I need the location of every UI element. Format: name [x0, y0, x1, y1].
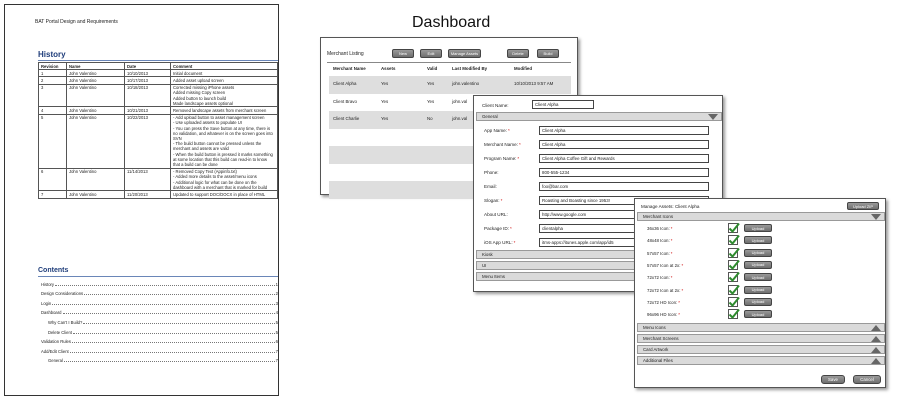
history-row — [39, 77, 278, 84]
toc-label: General — [48, 358, 63, 364]
toc-page: 6 — [275, 339, 278, 345]
toc-page: 1 — [275, 281, 278, 287]
expand-icon[interactable] — [871, 358, 881, 364]
toc-entry[interactable] — [41, 315, 278, 325]
collapse-icon[interactable] — [708, 114, 718, 120]
merchant-assets: Yes — [381, 98, 389, 104]
history-date: 11/20/2013 — [125, 191, 171, 198]
check-icon — [728, 309, 738, 319]
toc-entry[interactable] — [41, 306, 278, 316]
history-revision: 7 — [39, 191, 67, 198]
icon-label-text: 72x72 HD Icon: — [647, 299, 678, 305]
icon-label — [647, 226, 672, 231]
toc-label: Validation Rules — [41, 339, 71, 345]
section-label: Menu Items — [482, 274, 505, 279]
field-label-text: Package ID: — [484, 226, 510, 231]
toc-leader — [55, 285, 275, 286]
history-header-row — [39, 63, 278, 70]
history-comment: Removed landscape assets from merchant screen — [171, 107, 278, 114]
upload-button[interactable]: Upload — [744, 298, 772, 306]
icon-label — [647, 251, 672, 256]
upload-zip-button[interactable]: Upload ZIP — [847, 202, 879, 210]
field-label — [484, 240, 515, 245]
manage-assets-button[interactable]: Manage Assets — [448, 49, 481, 58]
check-icon — [728, 272, 738, 282]
merchant-assets: Yes — [381, 81, 389, 86]
toc-leader — [73, 333, 275, 334]
field-input[interactable]: http://www.google.com — [539, 210, 709, 219]
icon-label — [647, 300, 680, 305]
icon-label-text: 57x57 Icon at 2x: — [647, 262, 681, 268]
required-mark: * — [517, 156, 520, 161]
history-heading: History — [38, 50, 66, 59]
merchant-valid: No — [427, 116, 433, 121]
history-table — [38, 62, 278, 199]
field-input[interactable]: clientalpha — [539, 224, 709, 233]
merchant-valid: Yes — [427, 98, 435, 104]
icon-label — [647, 312, 680, 317]
history-revision: 2 — [39, 77, 67, 84]
check-icon — [728, 248, 738, 258]
merchant-by: john.valentino — [452, 81, 480, 86]
expand-icon[interactable] — [871, 347, 881, 353]
history-row — [39, 107, 278, 114]
icon-label-text: 72x72 Icon at 2x: — [647, 287, 681, 293]
toc-page: 2 — [275, 291, 278, 297]
expand-icon[interactable] — [871, 336, 881, 342]
document-page — [4, 4, 279, 396]
icon-row — [639, 223, 779, 234]
required-mark: * — [518, 142, 521, 147]
delete-button[interactable]: Delete — [507, 49, 529, 58]
required-mark: * — [678, 312, 680, 318]
toc-page: 7 — [275, 348, 278, 354]
history-col-date: Date — [125, 63, 171, 70]
contents-heading: Contents — [38, 267, 69, 274]
toc-entry[interactable] — [41, 344, 278, 354]
field-input[interactable]: Client Alpha Coffee Gift and Rewards — [539, 154, 709, 163]
merchant-name: Client Alpha — [333, 81, 357, 86]
field-label-text: Slogan: — [484, 198, 500, 203]
col-modified[interactable]: Modified — [514, 66, 533, 71]
listing-separator — [327, 62, 571, 63]
history-row — [39, 168, 278, 191]
history-revision: 6 — [39, 168, 67, 191]
history-date: 10/22/2013 — [125, 114, 171, 168]
history-date: 11/14/2013 — [125, 168, 171, 191]
col-valid[interactable]: Valid — [427, 66, 438, 71]
history-col-name: Name — [67, 63, 125, 70]
upload-button[interactable]: Upload — [744, 261, 772, 269]
toc-page: 4 — [275, 310, 278, 316]
required-mark: * — [507, 128, 510, 133]
history-row — [39, 191, 278, 198]
history-name: John Valentino — [67, 168, 125, 191]
field-input[interactable]: Client Alpha — [539, 140, 709, 149]
upload-button[interactable]: Upload — [744, 236, 772, 244]
check-icon — [728, 260, 738, 270]
collapsed-section[interactable] — [637, 356, 885, 365]
history-date: 10/17/2013 — [125, 77, 171, 84]
section-label: UI — [482, 263, 487, 268]
merchant-modified: 10/10/2013 9:57 AM — [514, 81, 554, 86]
manage-assets-title: Manage Assets: Client Alpha — [641, 204, 700, 209]
merchant-row[interactable] — [329, 76, 571, 94]
history-date: 10/10/2013 — [125, 70, 171, 77]
history-revision: 1 — [39, 70, 67, 77]
icon-row — [639, 260, 779, 271]
required-mark: * — [670, 275, 673, 281]
merchant-listing-label: Merchant Listing — [327, 51, 364, 57]
field-label — [484, 212, 508, 217]
section-label: Menu Icons — [643, 325, 666, 330]
icon-row — [639, 272, 779, 283]
save-button[interactable]: Save — [821, 375, 845, 384]
col-last-modified-by[interactable]: Last Modified By — [452, 66, 488, 71]
section-general[interactable] — [476, 112, 722, 121]
required-mark: * — [670, 226, 673, 231]
toc-page: 3 — [275, 300, 278, 306]
field-label-text: Phone: — [484, 170, 499, 175]
upload-button[interactable]: Upload — [744, 249, 772, 257]
icon-label — [647, 263, 683, 268]
icon-row — [639, 285, 779, 296]
field-label-text: Merchant Name: — [484, 142, 518, 147]
icon-row — [639, 248, 779, 259]
toc-entry[interactable] — [41, 354, 278, 364]
history-row — [39, 84, 278, 107]
icon-label-text: 57x57 Icon: — [647, 250, 670, 256]
history-name: John Valentino — [67, 191, 125, 198]
history-name: John Valentino — [67, 77, 125, 84]
icon-row — [639, 235, 779, 246]
history-name: John Valentino — [67, 84, 125, 107]
check-icon — [728, 235, 738, 245]
history-comment: Added asset upload screen — [171, 77, 278, 84]
toc-leader — [72, 342, 275, 343]
merchant-valid: Yes — [427, 81, 435, 86]
toc-leader — [83, 323, 274, 324]
section-label: Additional Files — [643, 358, 673, 363]
icon-label-text: 48x48 Icon: — [647, 238, 670, 244]
manage-assets-window — [634, 198, 886, 388]
history-comment: Initial document — [171, 70, 278, 77]
new-button[interactable]: New — [392, 49, 414, 58]
required-mark: * — [510, 226, 512, 231]
field-label — [484, 170, 499, 175]
section-label: Card Artwork — [643, 347, 669, 352]
edit-button[interactable]: Edit — [420, 49, 442, 58]
toc-page: 7 — [275, 358, 278, 364]
history-rule — [38, 60, 278, 61]
toc-label: Delete Client — [48, 329, 72, 335]
col-assets[interactable]: Assets — [381, 66, 396, 71]
field-label-text: Program Name: — [484, 156, 517, 161]
history-comment: - Removed Copy Text (Appinfo.txt) - Added more details to the asset/menu icons - Additional logic for what can be done on the dashboard with a merchant that is marked for build — [171, 168, 278, 191]
history-col-revision: Revision — [39, 63, 67, 70]
toc-entry[interactable] — [41, 325, 278, 335]
toc-entry[interactable] — [41, 335, 278, 345]
history-date: 10/21/2013 — [125, 107, 171, 114]
required-mark: * — [513, 240, 516, 245]
required-mark: * — [681, 287, 684, 293]
field-label — [484, 184, 497, 189]
check-icon — [728, 297, 738, 307]
collapse-icon[interactable] — [871, 214, 881, 220]
toc-leader — [84, 294, 275, 295]
field-input[interactable]: Roasting and Boasting since 1953! — [539, 196, 709, 205]
section-label: Merchant Screens — [643, 336, 679, 341]
document-title: BAT Portal Design and Requirements — [35, 19, 118, 25]
icon-row — [639, 297, 779, 308]
field-label — [484, 226, 512, 231]
icon-label — [647, 238, 672, 243]
section-general-label: General — [482, 114, 498, 119]
history-revision: 4 — [39, 107, 67, 114]
field-label-text: App Name: — [484, 128, 507, 133]
field-input[interactable]: 800-555-1234 — [539, 168, 709, 177]
toc-entry[interactable] — [41, 277, 278, 287]
collapsed-section[interactable] — [637, 345, 885, 354]
client-name-label: Client Name: — [482, 103, 509, 108]
toc-label: Why Can't I Build? — [48, 319, 83, 325]
history-name: John Valentino — [67, 114, 125, 168]
icon-row — [639, 309, 779, 320]
field-label-text: About URL: — [484, 212, 508, 217]
icon-label-text: 36x36 Icon: — [647, 226, 670, 231]
check-icon — [728, 285, 738, 295]
toc-leader — [64, 361, 275, 362]
required-mark: * — [500, 198, 503, 203]
toc-label: History — [41, 281, 55, 287]
required-mark: * — [681, 262, 684, 268]
dashboard-title: Dashboard — [412, 14, 491, 31]
required-mark: * — [678, 299, 680, 305]
icon-label — [647, 288, 683, 293]
upload-button[interactable]: Upload — [744, 224, 772, 232]
field-input[interactable]: Client Alpha — [539, 126, 709, 135]
upload-button[interactable]: Upload — [744, 310, 772, 318]
collapsed-section[interactable] — [637, 323, 885, 332]
merchant-by: john.val — [452, 116, 468, 121]
history-col-comment: Comment — [171, 63, 278, 70]
field-label — [484, 128, 510, 133]
toc-entry[interactable] — [41, 296, 278, 306]
toc-page: 5 — [275, 329, 278, 335]
upload-button[interactable]: Upload — [744, 273, 772, 281]
history-name: John Valentino — [67, 70, 125, 77]
toc-leader — [63, 313, 275, 314]
merchant-name: Client Charlie — [333, 116, 360, 121]
history-name: John Valentino — [67, 107, 125, 114]
toc-label: Login — [41, 300, 52, 306]
build-button[interactable]: Build — [537, 49, 559, 58]
field-label — [484, 156, 519, 161]
collapsed-section[interactable] — [637, 334, 885, 343]
field-input[interactable]: itms-apps://itunes.apple.com/app/id5 — [539, 238, 709, 247]
merchant-assets: Yes — [381, 116, 389, 121]
toc-leader — [52, 304, 274, 305]
table-of-contents — [41, 277, 278, 363]
history-revision: 3 — [39, 84, 67, 107]
history-comment: Updated to support DOC/DOCX in place of HTML — [171, 191, 278, 198]
field-input[interactable]: foo@bar.com — [539, 182, 709, 191]
toc-label: Add/Edit Client — [41, 348, 69, 354]
history-row — [39, 70, 278, 77]
section-merchant-icons-label: Merchant Icons — [643, 214, 674, 219]
toc-leader — [70, 352, 275, 353]
history-comment: - Add upload button to asset management screen - Use uploaded assets to populate UI - You can press the Save button at any time, there is no validation, and whatever is on the screen goes into SVN - The build button cannot be pressed unless the merchant and assets are valid - When the build button is pressed it marks something at some location that this build can read-in to know that a build can be done — [171, 114, 278, 168]
check-icon — [728, 223, 738, 233]
history-revision: 5 — [39, 114, 67, 168]
history-row — [39, 114, 278, 168]
merchant-by: john.val — [452, 98, 468, 104]
field-label-text: Email: — [484, 184, 497, 189]
cancel-button[interactable]: Cancel — [853, 375, 881, 384]
client-name-field[interactable]: Client Alpha — [532, 100, 594, 109]
required-mark: * — [670, 238, 673, 244]
toc-page: 5 — [275, 319, 278, 325]
expand-icon[interactable] — [871, 325, 881, 331]
merchant-name: Client Bravo — [333, 98, 357, 104]
history-comment: Corrected missing iPhone assets Added missing Copy screen Added button to launch build Made landscape assets optional — [171, 84, 278, 107]
toc-label: Dashboard — [41, 310, 62, 316]
required-mark: * — [670, 250, 673, 256]
section-merchant-icons[interactable] — [637, 212, 885, 221]
icon-label — [647, 275, 672, 280]
toc-entry[interactable] — [41, 287, 278, 297]
history-date: 10/18/2013 — [125, 84, 171, 107]
field-label — [484, 142, 521, 147]
col-merchant-name[interactable]: Merchant Name — [333, 66, 366, 71]
section-label: Kiosk — [482, 252, 493, 257]
icon-label-text: 72x72 Icon: — [647, 275, 670, 281]
field-label — [484, 198, 502, 203]
upload-button[interactable]: Upload — [744, 286, 772, 294]
icon-label-text: 96x96 HD Icon: — [647, 312, 678, 318]
toc-label: Design Considerations — [41, 291, 84, 297]
field-label-text: iOS App URL: — [484, 240, 513, 245]
